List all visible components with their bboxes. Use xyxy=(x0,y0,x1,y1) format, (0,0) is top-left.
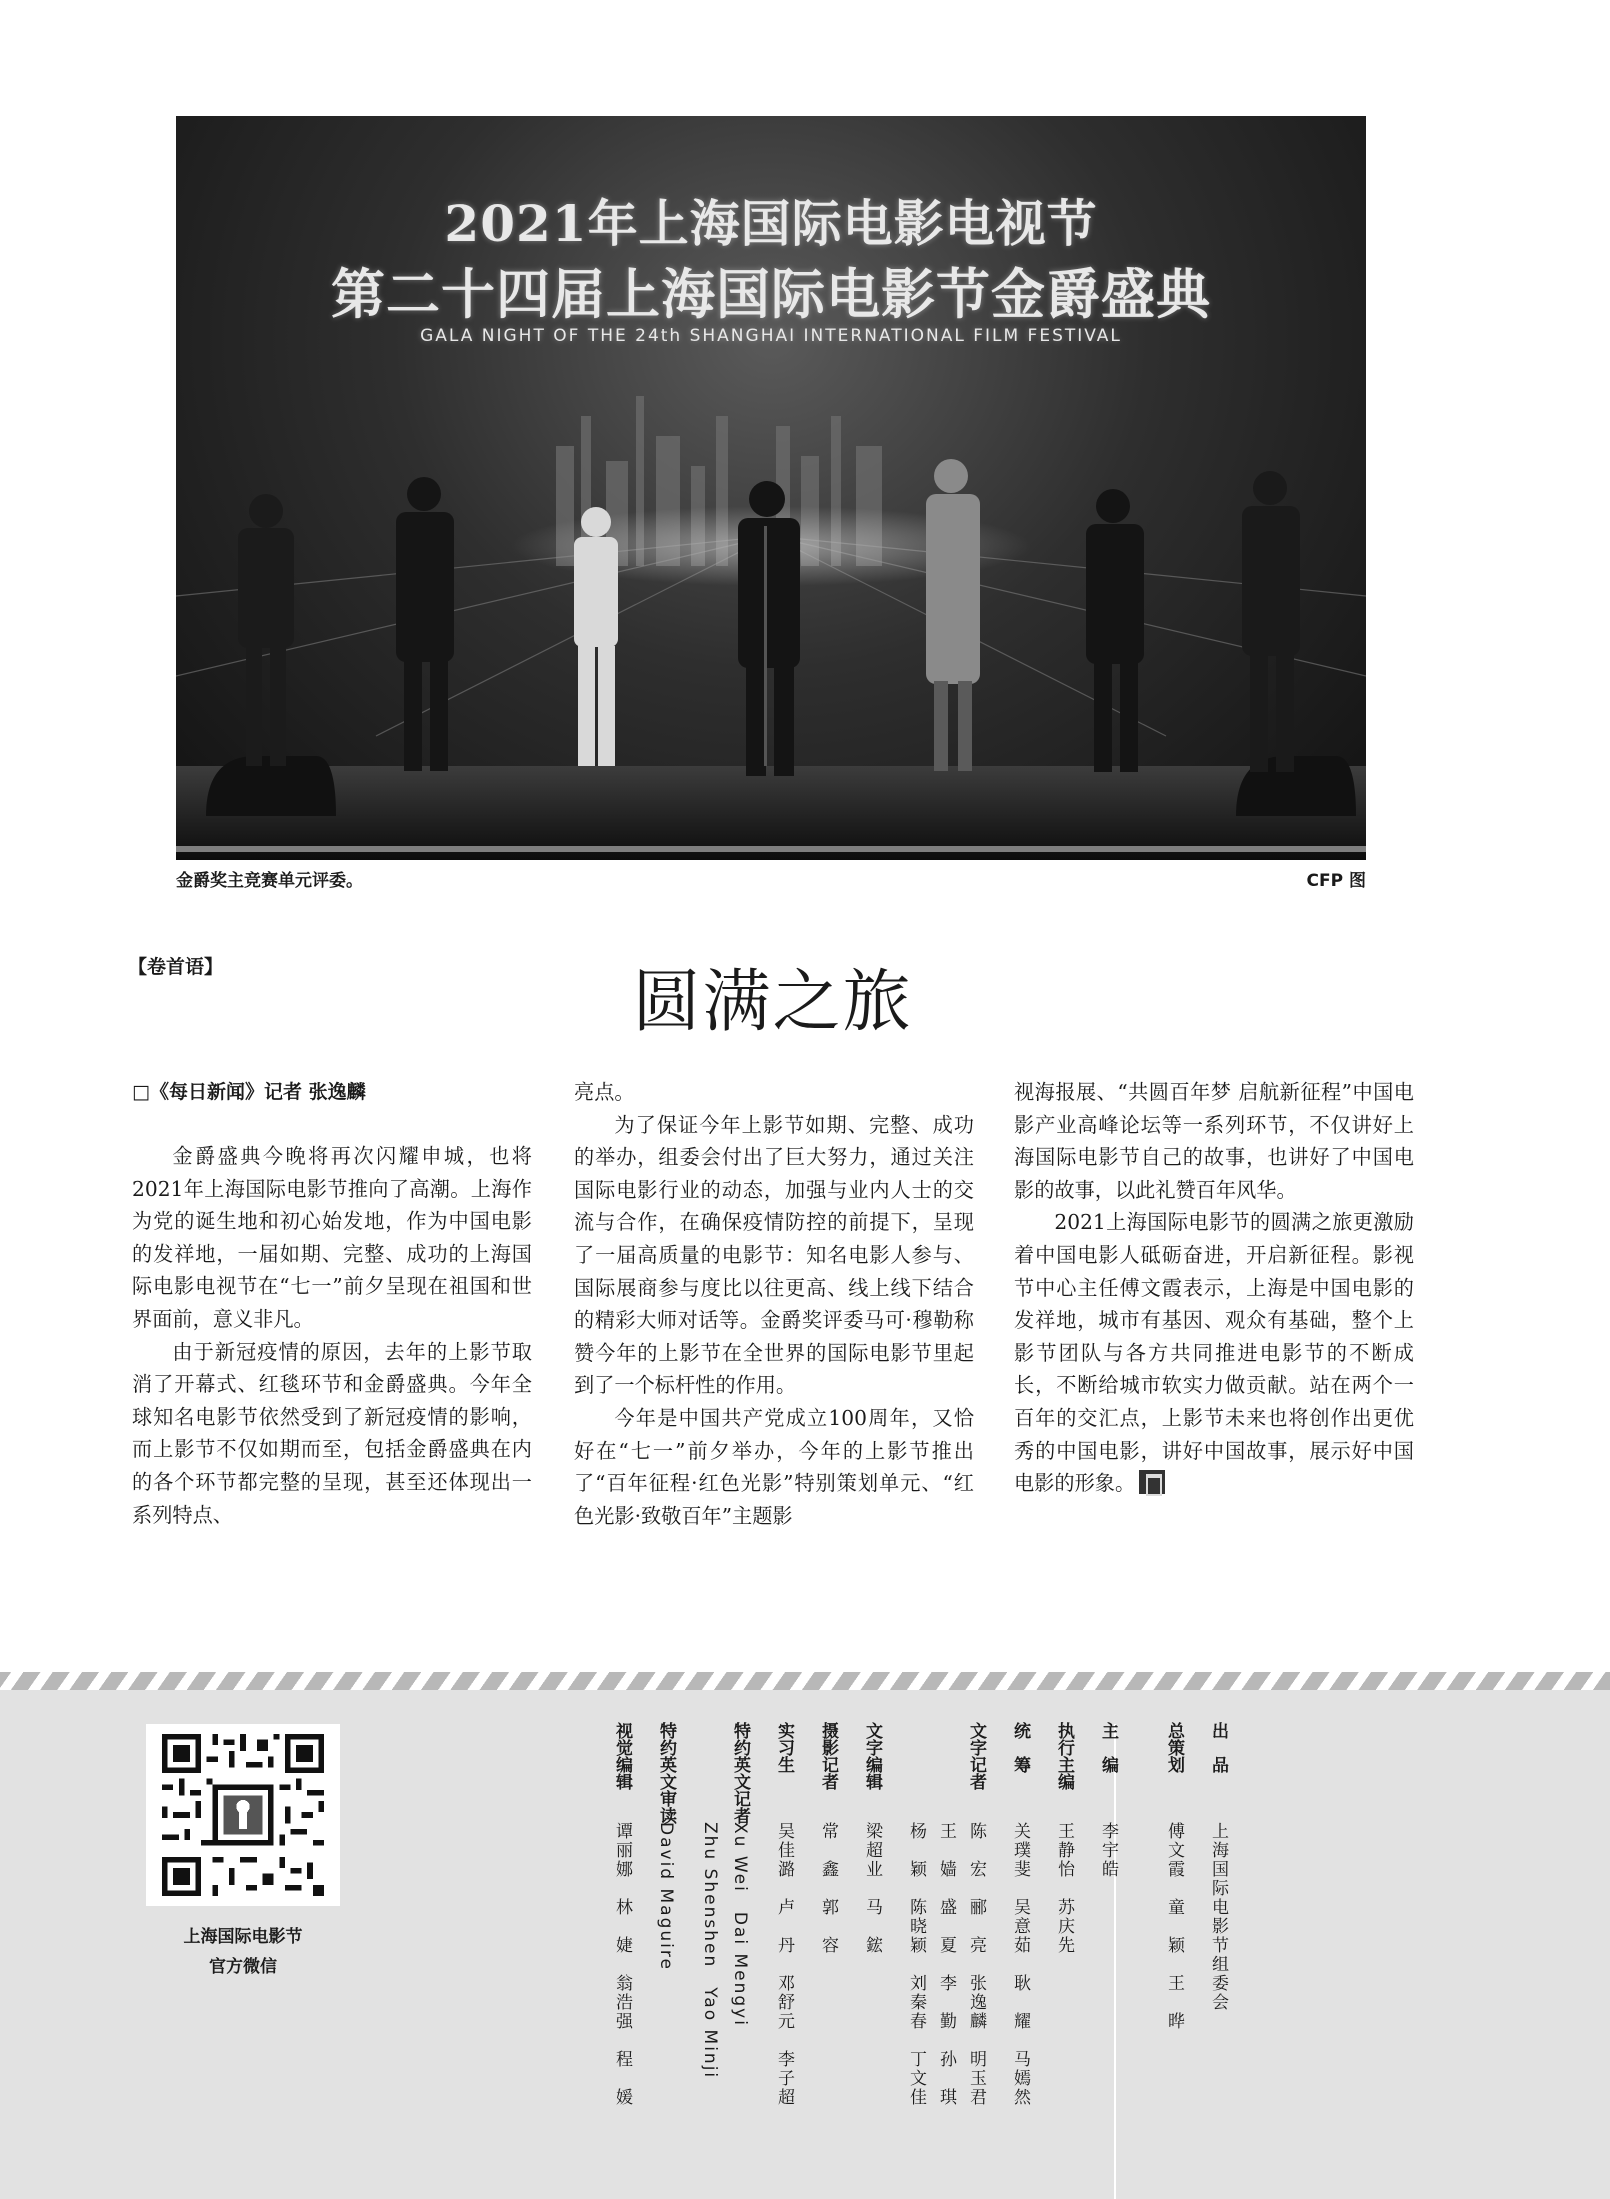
article-column-3 xyxy=(1014,1076,1414,1500)
credit-column xyxy=(1162,1722,1187,2031)
paragraph-continued: 亮点。 xyxy=(574,1080,635,1104)
credit-names: 陈 宏 郦 亮 张逸麟 明玉君 xyxy=(966,1822,986,2107)
credit-label: 视觉编辑 xyxy=(612,1722,632,1790)
credit-column xyxy=(654,1722,679,1971)
credit-column xyxy=(772,1722,797,2107)
credit-names: 梁超业 马 鋐 xyxy=(862,1822,882,1955)
credit-names: 吴佳潞 卢 丹 邓舒元 李子超 xyxy=(774,1822,794,2107)
photo-title-line1: 2021年上海国际电影电视节 xyxy=(444,194,1098,253)
paragraph: 由于新冠疫情的原因，去年的上影节取消了开幕式、红毯环节和金爵盛典。今年全球知名电影节依然受到了新冠疫情的影响，而上影节不仅如期而至，包括金爵盛典在内的各个环节都完整的呈现，甚至还体现出一系列特点、 xyxy=(132,1339,532,1527)
credit-column xyxy=(934,1722,959,2107)
credit-column xyxy=(964,1722,989,2107)
credit-names: 谭丽娜 林 婕 翁浩强 程 媛 xyxy=(612,1822,632,2107)
photo-caption: 金爵奖主竞赛单元评委。 xyxy=(176,871,363,891)
footer-stripe xyxy=(0,1672,1610,1690)
credit-names: 王静怡 苏庆先 xyxy=(1054,1822,1074,1955)
credit-label: 摄影记者 xyxy=(818,1722,838,1790)
credit-label: 主 编 xyxy=(1098,1722,1118,1773)
credit-names: 傅文霞 童 颖 王 晔 xyxy=(1164,1822,1184,2031)
byline: □《每日新闻》记者 张逸麟 xyxy=(132,1081,366,1103)
credit-label: 文字记者 xyxy=(966,1722,986,1790)
credit-names: 关璞斐 吴意茹 耿 耀 马嫣然 xyxy=(1010,1822,1030,2107)
credit-label: 出 品 xyxy=(1208,1722,1228,1773)
credit-column xyxy=(1096,1722,1121,1879)
section-tag: 【卷首语】 xyxy=(128,956,224,978)
qr-label-line1: 上海国际电影节 xyxy=(183,1927,303,1947)
credit-column xyxy=(728,1722,753,2027)
article-column-1 xyxy=(132,1076,532,1531)
credit-label: 特约英文记者 xyxy=(730,1722,750,1824)
paragraph: 为了保证今年上影节如期、完整、成功的举办，组委会付出了巨大努力，通过关注国际电影行业的动态，加强与业内人士的交流与合作，在确保疫情防控的前提下，呈现了一届高质量的电影节：知名电影人参与、国际展商参与度比以往更高、线上线下结合的精彩大师对话等。金爵奖评委马可·穆勒称赞今年的上影节在全世界的国际电影节里起到了一个标杆性的作用。 xyxy=(574,1112,974,1398)
photo-title-line2: 第二十四届上海国际电影节金爵盛典 xyxy=(331,262,1211,326)
paragraph-text: 2021上海国际电影节的圆满之旅更激励着中国电影人砥砺奋进，开启新征程。影视节中心主任傅文霞表示，上海是中国电影的发祥地，城市有基因、观众有基础，整个上影节团队与各方共同推进电影节的不断成长，不断给城市软实力做贡献。站在两个一百年的交汇点，上影节未来也将创作出更优秀的中国电影，讲好中国故事，展示好中国电影的形象。 xyxy=(1014,1210,1414,1496)
headline: 圆满之旅 xyxy=(632,963,913,1042)
qr-code-graphic xyxy=(156,1734,330,1896)
credit-label: 总策划 xyxy=(1164,1722,1184,1773)
credit-column xyxy=(1008,1722,1033,2107)
end-mark-icon xyxy=(1139,1470,1165,1494)
paragraph-final xyxy=(1014,1206,1414,1499)
paragraph-continued: 视海报展、“共圆百年梦 启航新征程”中国电影产业高峰论坛等一系列环节，不仅讲好上海国际电影节自己的故事，也讲好了中国电影的故事，以此礼赞百年风华。 xyxy=(1014,1080,1414,1202)
paragraph: 金爵盛典今晚将再次闪耀申城，也将2021年上海国际电影节推向了高潮。上海作为党的诞生地和初心始发地，作为中国电影的发祥地，一届如期、完整、成功的上海国际电影电视节在“七一”前夕呈现在祖国和世界面前，意义非凡。 xyxy=(132,1144,532,1331)
credit-column xyxy=(610,1722,635,2107)
gala-photo xyxy=(176,116,1366,860)
credit-names: 杨 颖 陈晓颖 刘秦春 丁文佳 xyxy=(906,1822,926,2107)
credit-column xyxy=(816,1722,841,1955)
credit-names: Zhu Shenshen Yao Minji xyxy=(700,1822,720,2080)
qr-label-line2: 官方微信 xyxy=(209,1957,277,1977)
credit-label: 特约英文审读 xyxy=(656,1722,676,1824)
credit-column xyxy=(860,1722,885,1955)
credit-names: 王 嫱 盛 夏 李 勤 孙 琪 xyxy=(936,1822,956,2107)
credit-column xyxy=(698,1722,723,2079)
photo-subtitle: GALA NIGHT OF THE 24th SHANGHAI INTERNATIONAL FILM FESTIVAL xyxy=(420,326,1122,346)
credit-names: 李宇皓 xyxy=(1098,1822,1118,1879)
credit-column xyxy=(904,1722,929,2107)
credit-label: 实习生 xyxy=(774,1722,794,1773)
credit-column xyxy=(1052,1722,1077,1955)
credit-label: 执行主编 xyxy=(1054,1722,1074,1790)
credit-names: 常 鑫 郭 容 xyxy=(818,1822,838,1955)
photo-credit: CFP 图 xyxy=(1306,871,1366,891)
credit-names: David Maguire xyxy=(656,1822,676,1971)
credit-names: 上海国际电影节组委会 xyxy=(1208,1822,1228,2012)
credit-label: 统 筹 xyxy=(1010,1722,1030,1773)
qr-code-icon[interactable] xyxy=(146,1724,340,1906)
credit-column xyxy=(1206,1722,1231,2012)
credit-label: 文字编辑 xyxy=(862,1722,882,1790)
paragraph: 今年是中国共产党成立100周年，又恰好在“七一”前夕举办，今年的上影节推出了“百年征程·红色光影”特别策划单元、“红色光影·致敬百年”主题影 xyxy=(574,1405,974,1528)
article-column-2 xyxy=(574,1076,974,1532)
credit-names: Xu Wei Dai Mengyi xyxy=(730,1822,750,2027)
